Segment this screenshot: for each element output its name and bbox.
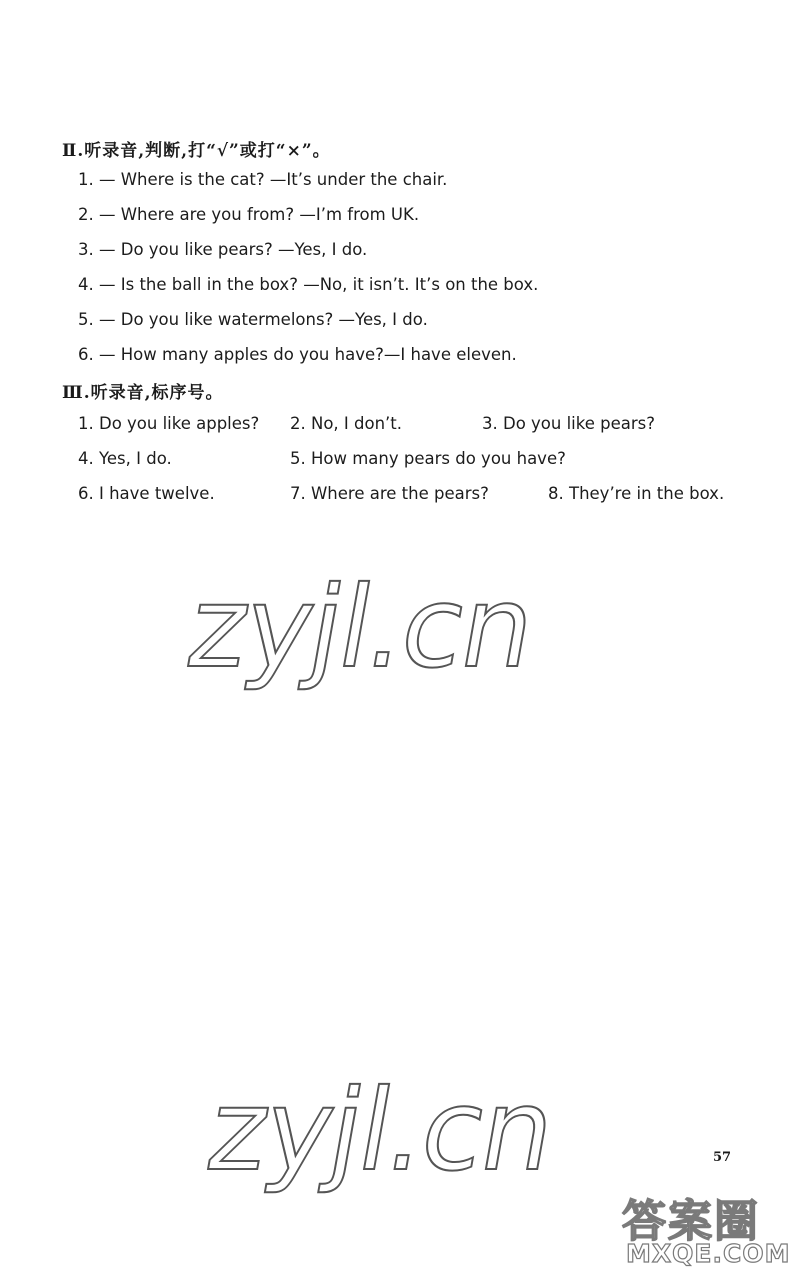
site-logo-stamp (622, 1185, 792, 1275)
section-3-row-1-col-3: 3. Do you like pears? (482, 414, 656, 433)
section-3-row-3-col-1: 6. I have twelve. (78, 484, 215, 503)
section-3-heading: Ⅲ.听录音,标序号。 (62, 383, 224, 403)
section-2-item-6: 6. — How many apples do you have?—I have eleven. (78, 345, 517, 364)
section-3-row-2-col-2: 5. How many pears do you have? (290, 449, 566, 468)
section-2-heading: Ⅱ.听录音,判断,打“√”或打“×”。 (62, 141, 331, 161)
page-number: 57 (713, 1150, 732, 1165)
section-2-item-2: 2. — Where are you from? —I’m from UK. (78, 205, 420, 224)
watermark-bottom: zyjl.cn (198, 1066, 563, 1196)
stamp-cn-text: 答案圈 (622, 1196, 760, 1247)
section-3-row-2-col-1: 4. Yes, I do. (78, 449, 172, 468)
stamp-url-text: MXQE.COM (626, 1239, 791, 1268)
watermark-top: zyjl.cn (178, 563, 543, 693)
section-3-row-1-col-2: 2. No, I don’t. (290, 414, 403, 433)
section-2-item-3: 3. — Do you like pears? —Yes, I do. (78, 240, 368, 259)
section-2-item-5: 5. — Do you like watermelons? —Yes, I do. (78, 310, 428, 329)
section-2-item-1: 1. — Where is the cat? —It’s under the chair. (78, 170, 448, 189)
section-3-row-3-col-2: 7. Where are the pears? (290, 484, 489, 503)
section-2-item-4: 4. — Is the ball in the box? —No, it isn’t. It’s on the box. (78, 275, 539, 294)
section-3-row-3-col-3: 8. They’re in the box. (548, 484, 725, 503)
section-3-row-1-col-1: 1. Do you like apples? (78, 414, 260, 433)
